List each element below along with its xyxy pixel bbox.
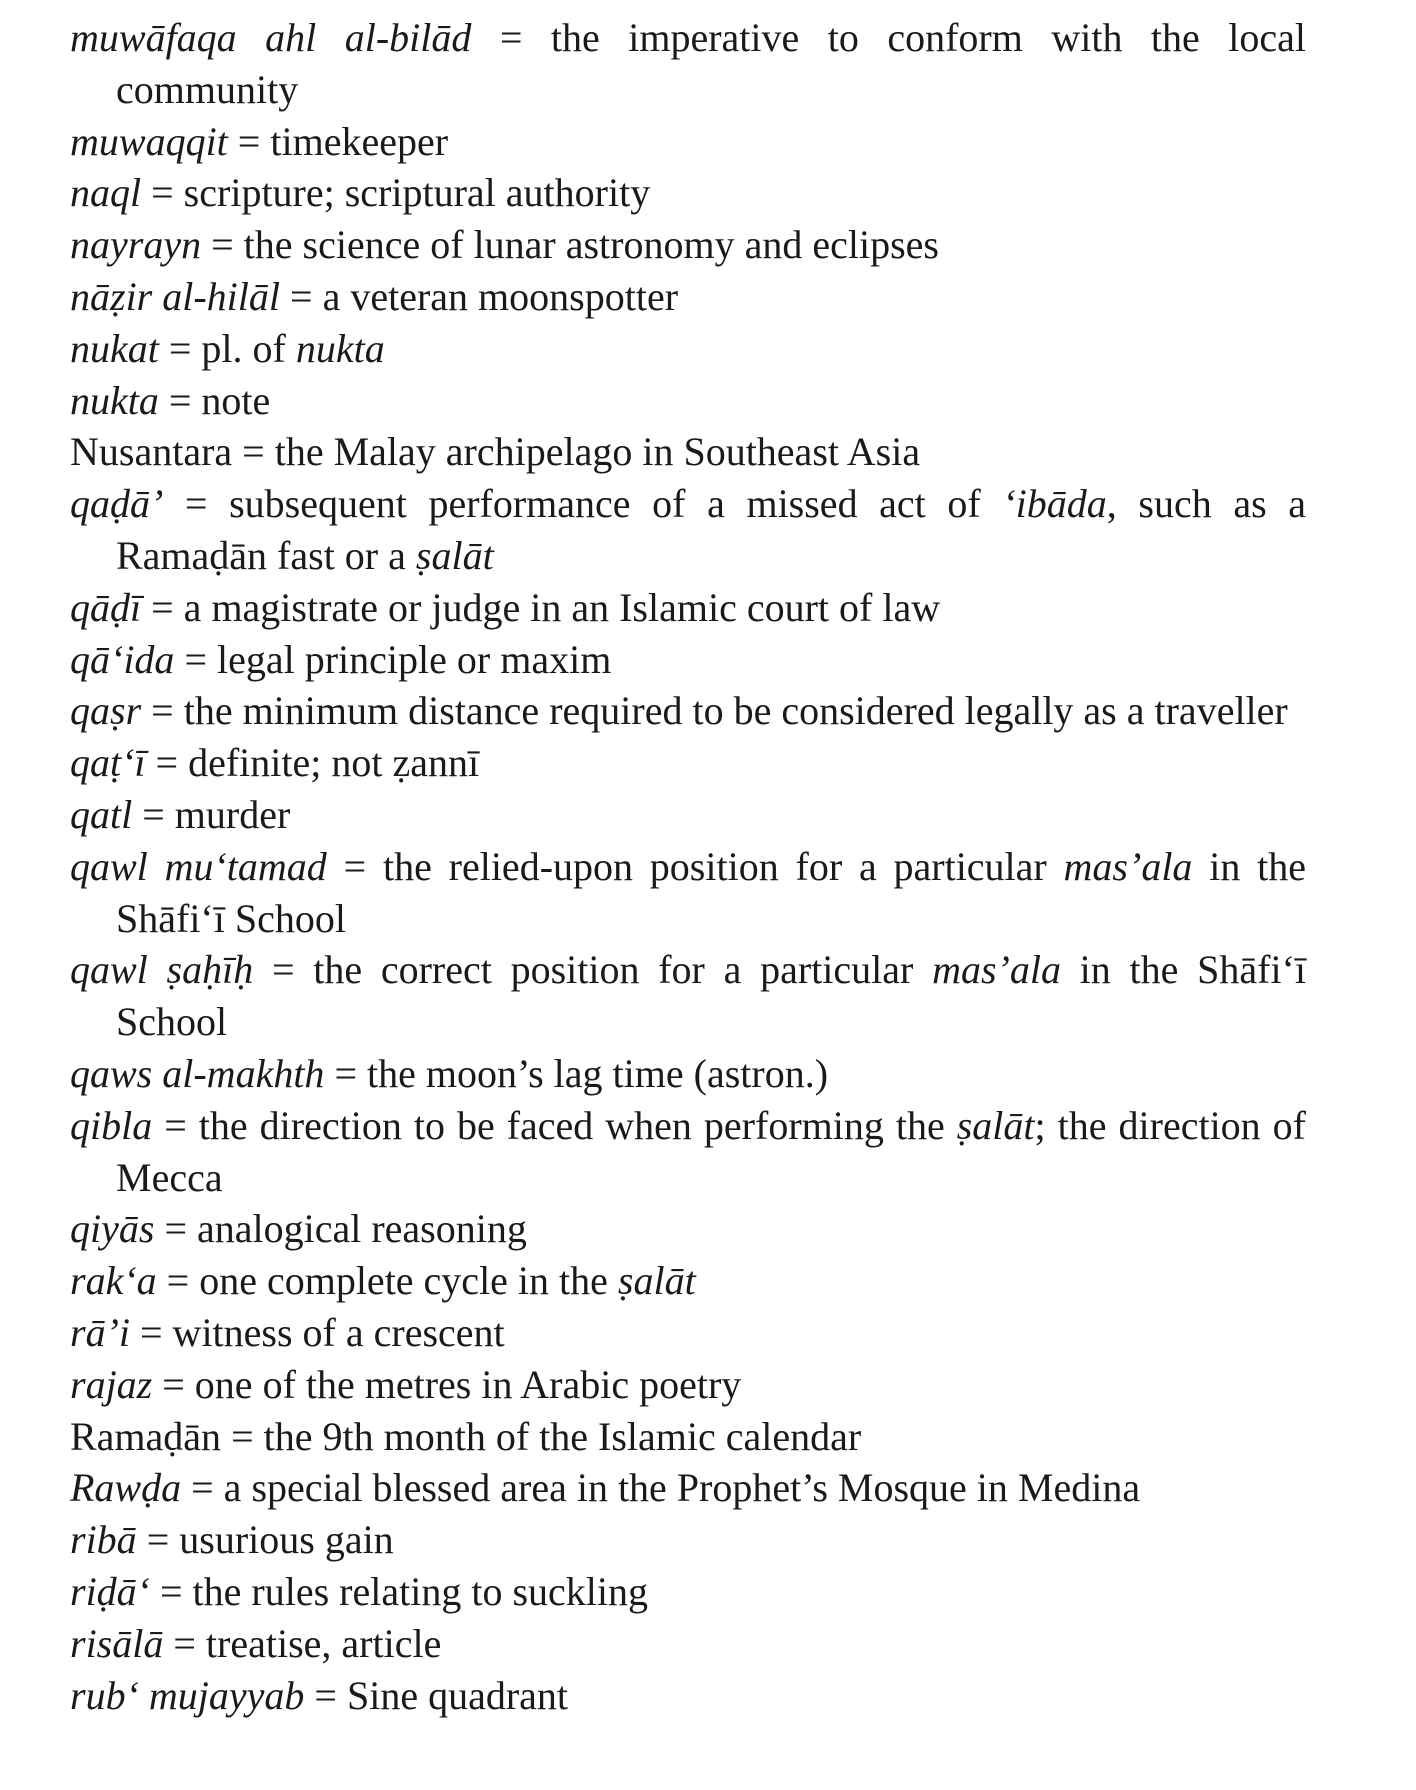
italic-term: ṣalāt	[415, 532, 494, 578]
glossary-entry	[70, 944, 1306, 1048]
glossary-term: qatl	[70, 791, 133, 837]
glossary-term: qawl mu‘tamad	[70, 843, 327, 889]
definition-text: = scripture; scriptural authority	[141, 170, 651, 216]
glossary-term: nukat	[70, 325, 159, 371]
glossary-entry	[70, 737, 1306, 789]
glossary-entry	[70, 789, 1306, 841]
glossary-entry	[70, 1411, 1306, 1463]
definition-text: = Sine quadrant	[304, 1672, 569, 1718]
italic-term: mas’ala	[1063, 843, 1193, 889]
glossary-term: qā‘ida	[70, 636, 175, 682]
glossary-entry	[70, 219, 1306, 271]
glossary-term: naql	[70, 170, 142, 216]
glossary-term: rak‘a	[70, 1258, 157, 1304]
definition-text: = a special blessed area in the Prophet’s Mosque in Medina	[181, 1465, 1141, 1511]
glossary-term: qibla	[70, 1102, 153, 1148]
glossary-term: nayrayn	[70, 222, 202, 268]
glossary-entry	[70, 1100, 1306, 1204]
glossary-entry	[70, 841, 1306, 945]
glossary-entry	[70, 116, 1306, 168]
definition-text: = one of the metres in Arabic poetry	[152, 1361, 742, 1407]
glossary-term: rā’i	[70, 1309, 130, 1355]
definition-text: = the direction to be faced when performing the	[152, 1102, 957, 1148]
glossary-entry	[70, 323, 1306, 375]
definition-text: = timekeeper	[227, 118, 449, 164]
glossary-entry	[70, 1618, 1306, 1670]
glossary-entry	[70, 634, 1306, 686]
glossary-entry	[70, 1514, 1306, 1566]
italic-term: nukta	[295, 325, 385, 371]
glossary-entry	[70, 271, 1306, 323]
definition-text: = the minimum distance required to be considered legally as a traveller	[141, 688, 1288, 734]
definition-text: = definite; not ẓannī	[145, 740, 480, 786]
italic-term: ṣalāt	[617, 1258, 696, 1304]
glossary-entry	[70, 1670, 1306, 1722]
glossary-entry	[70, 12, 1306, 116]
definition-text: = murder	[132, 791, 291, 837]
glossary-entry	[70, 426, 1306, 478]
glossary-page	[70, 12, 1306, 1721]
glossary-entry	[70, 685, 1306, 737]
glossary-term: Rawḍa	[70, 1465, 182, 1511]
glossary-term: qaws al-makhth	[70, 1050, 325, 1096]
italic-term: mas’ala	[932, 947, 1061, 993]
glossary-term: rub‘ mujayyab	[70, 1672, 305, 1718]
definition-text: = treatise, article	[163, 1620, 442, 1666]
definition-text: = one complete cycle in the	[156, 1258, 618, 1304]
glossary-term: Ramaḍān	[70, 1413, 222, 1459]
definition-text: = a magistrate or judge in an Islamic court of law	[141, 584, 941, 630]
glossary-entry	[70, 1203, 1306, 1255]
glossary-term: qaṭ‘ī	[70, 740, 146, 786]
definition-text: ; the direction of Mecca	[116, 1102, 1306, 1200]
glossary-term: qaṣr	[70, 688, 142, 734]
glossary-term: Nusantara	[70, 429, 233, 475]
definition-text: = witness of a crescent	[130, 1309, 505, 1355]
italic-term: ‘ibāda	[1002, 481, 1107, 527]
definition-text: , such as a Ramaḍān fast or a	[116, 481, 1307, 578]
glossary-term: ribā	[70, 1517, 137, 1563]
definition-text: = a veteran moonspotter	[280, 273, 679, 319]
glossary-entry	[70, 1462, 1306, 1514]
definition-text: = the rules relating to suckling	[150, 1568, 649, 1614]
glossary-entry	[70, 1359, 1306, 1411]
glossary-entry	[70, 375, 1306, 427]
glossary-entry	[70, 582, 1306, 634]
definition-text: = subsequent performance of a missed act of	[163, 481, 1003, 527]
definition-text: = the science of lunar astronomy and eclipses	[201, 222, 939, 268]
glossary-term: rajaz	[70, 1361, 153, 1407]
glossary-entry	[70, 1307, 1306, 1359]
glossary-list	[70, 12, 1306, 1721]
definition-text: = the Malay archipelago in Southeast Asia	[232, 429, 921, 475]
glossary-term: nukta	[70, 377, 159, 423]
definition-text: = pl. of	[158, 325, 296, 371]
definition-text: = analogical reasoning	[154, 1206, 527, 1252]
glossary-term: muwaqqit	[70, 118, 228, 164]
glossary-term: muwāfaqa ahl al-bilād	[70, 15, 472, 60]
glossary-entry	[70, 1255, 1306, 1307]
definition-text: = the 9th month of the Islamic calendar	[221, 1413, 862, 1459]
definition-text: = the moon’s lag time (astron.)	[324, 1050, 829, 1096]
italic-term: ṣalāt	[956, 1102, 1035, 1148]
glossary-entry	[70, 478, 1306, 582]
definition-text: in the Shāfi‘ī School	[116, 947, 1306, 1045]
glossary-term: nāẓir al-hilāl	[70, 273, 281, 319]
definition-text: in the Shāfi‘ī School	[116, 843, 1307, 941]
glossary-entry	[70, 1048, 1306, 1100]
glossary-term: riḍā‘	[70, 1568, 150, 1614]
glossary-term: qiyās	[70, 1206, 155, 1252]
definition-text: = the correct position for a particular	[253, 947, 933, 993]
glossary-term: qawl ṣaḥīḥ	[70, 947, 254, 993]
definition-text: = note	[158, 377, 271, 423]
glossary-term: qaḍā’	[70, 481, 164, 527]
definition-text: = usurious gain	[136, 1517, 394, 1563]
definition-text: = the imperative to conform with the local community	[116, 15, 1307, 112]
definition-text: = legal principle or maxim	[174, 636, 612, 682]
glossary-term: qāḍī	[70, 584, 142, 630]
glossary-entry	[70, 1566, 1306, 1618]
glossary-term: risālā	[70, 1620, 164, 1666]
definition-text: = the relied-upon position for a particular	[326, 843, 1064, 889]
glossary-entry	[70, 167, 1306, 219]
